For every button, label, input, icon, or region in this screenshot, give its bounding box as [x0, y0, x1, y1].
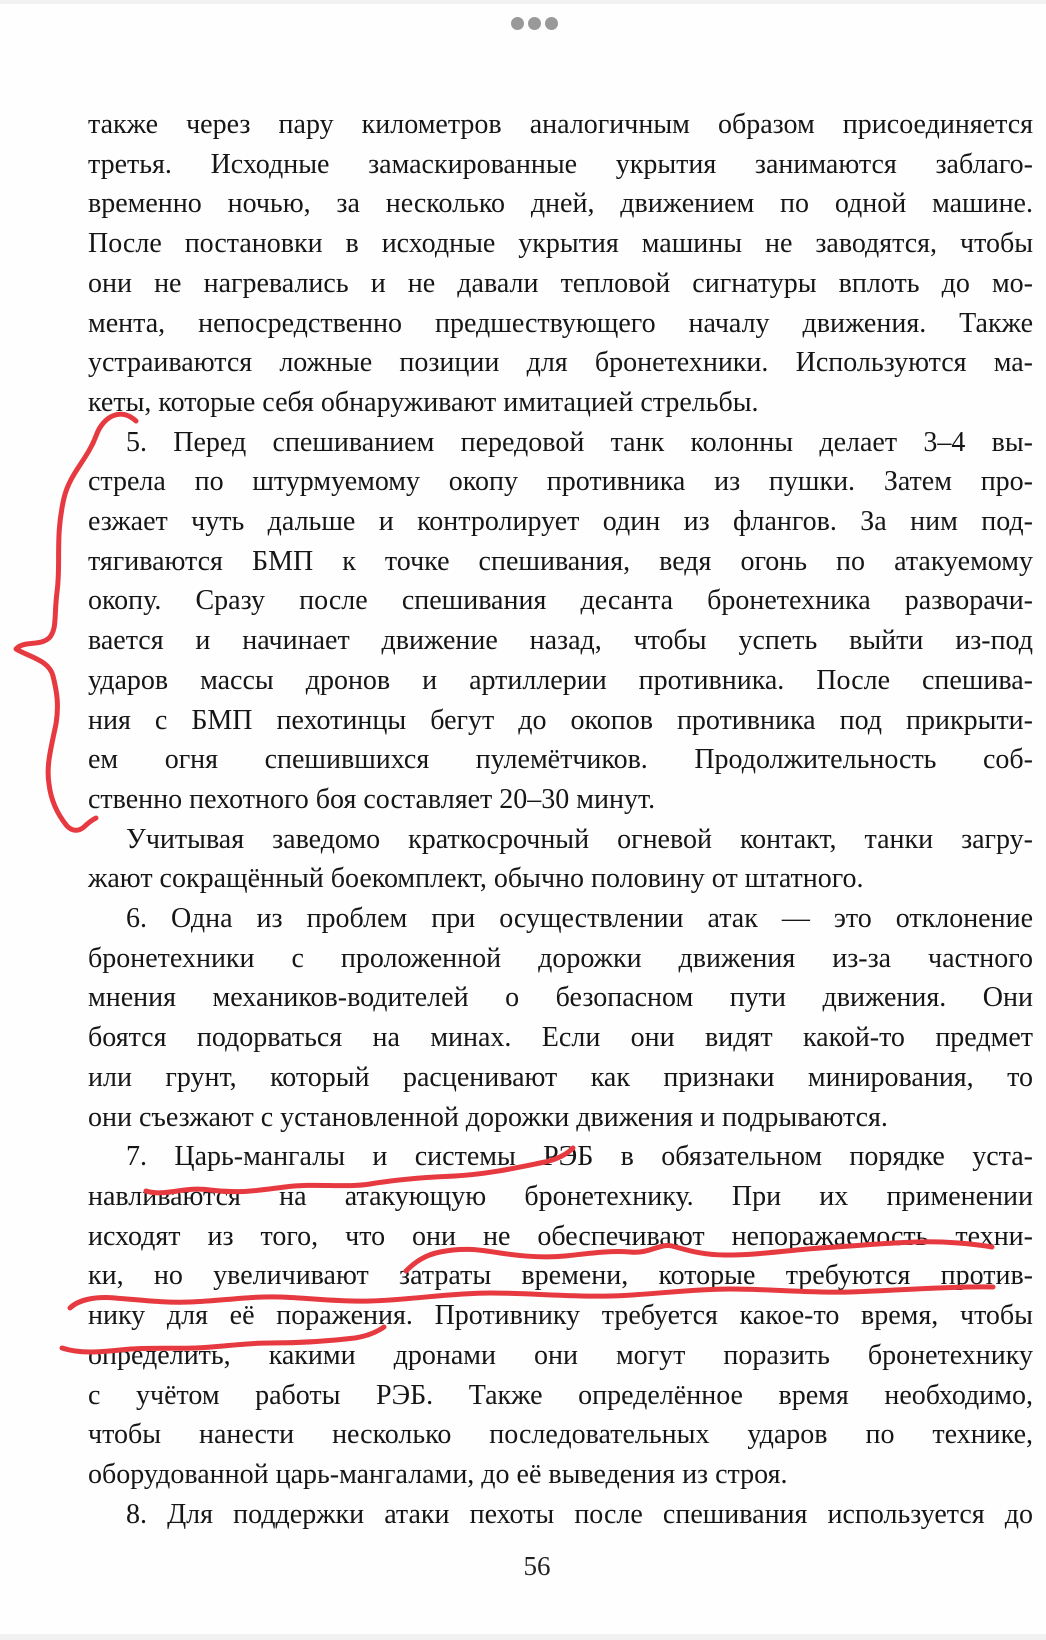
- text-line: 7. Царь-мангалы и системы РЭБ в обязательном порядке уста-: [126, 1141, 1033, 1173]
- text-line: нику для её поражения. Противнику требуется какое-то время, чтобы: [88, 1300, 1033, 1332]
- text-line: 8. Для поддержки атаки пехоты после спешивания используется до: [126, 1498, 1033, 1530]
- text-line: кеты, которые себя обнаруживают имитацией стрельбы.: [88, 386, 759, 418]
- text-line: ственно пехотного боя составляет 20–30 минут.: [88, 783, 656, 815]
- text-line: ем огня спешившихся пулемётчиков. Продолжительность соб-: [88, 744, 1033, 776]
- top-edge-bar: [0, 0, 1046, 4]
- text-line: боятся подорваться на минах. Если они видят какой-то предмет: [88, 1022, 1033, 1054]
- ellipsis-menu-icon: [528, 17, 541, 30]
- page-number: 56: [523, 1551, 551, 1581]
- text-line: После постановки в исходные укрытия машины не заводятся, чтобы: [88, 228, 1033, 260]
- text-line: устраиваются ложные позиции для бронетехники. Используются ма-: [88, 347, 1033, 379]
- text-line: чтобы нанести несколько последовательных ударов по технике,: [88, 1419, 1033, 1451]
- text-line: навливаются на атакующую бронетехнику. При их применении: [88, 1180, 1033, 1212]
- text-line: или грунт, который расценивают как признаки минирования, то: [88, 1061, 1033, 1093]
- text-line: оборудованной царь-мангалами, до её выведения из строя.: [88, 1458, 788, 1490]
- text-line: Учитывая заведомо краткосрочный огневой контакт, танки загру-: [126, 823, 1033, 855]
- text-line: тягиваются БМП к точке спешивания, ведя огонь по атакуемому: [88, 545, 1033, 577]
- text-line: исходят из того, что они не обеспечивают непоражаемость техни-: [88, 1220, 1033, 1252]
- text-line: мента, непосредственно предшествующего началу движения. Также: [88, 307, 1033, 339]
- page-text: [88, 105, 1033, 1534]
- text-line: 6. Одна из проблем при осуществлении атак — это отклонение: [126, 903, 1033, 935]
- text-line: с учётом работы РЭБ. Также определённое время необходимо,: [88, 1379, 1033, 1411]
- bottom-edge-bar: [0, 1634, 1046, 1640]
- text-line: окопу. Сразу после спешивания десанта бронетехника разворачи-: [88, 585, 1033, 617]
- text-line: ки, но увеличивают затраты времени, которые требуются против-: [88, 1260, 1033, 1292]
- text-line: ударов массы дронов и артиллерии противника. После спешива-: [88, 664, 1033, 696]
- text-line: езжает чуть дальше и контролирует один из флангов. За ним под-: [88, 506, 1033, 538]
- text-line: вается и начинает движение назад, чтобы успеть выйти из-под: [88, 625, 1033, 657]
- text-line: определить, какими дронами они могут поразить бронетехнику: [88, 1339, 1033, 1371]
- menu-button[interactable]: [511, 17, 558, 30]
- text-line: ния с БМП пехотинцы бегут до окопов противника под прикрыти-: [88, 704, 1033, 736]
- text-line: жают сокращённый боекомплект, обычно половину от штатного.: [88, 863, 864, 895]
- text-line: также через пару километров аналогичным образом присоединяется: [88, 109, 1033, 140]
- ellipsis-menu-icon: [545, 17, 558, 30]
- text-line: они не нагревались и не давали тепловой сигнатуры вплоть до мо-: [88, 267, 1033, 299]
- text-line: они съезжают с установленной дорожки движения и подрываются.: [88, 1101, 888, 1133]
- text-line: третья. Исходные замаскированные укрытия занимаются заблаго-: [88, 148, 1033, 180]
- text-line: бронетехники с проложенной дорожки движения из-за частного: [88, 942, 1033, 974]
- text-line: мнения механиков-водителей о безопасном пути движения. Они: [88, 982, 1033, 1014]
- ellipsis-menu-icon: [511, 17, 524, 30]
- text-line: временно ночью, за несколько дней, движением по одной машине.: [88, 188, 1033, 220]
- text-line: 5. Перед спешиванием передовой танк колонны делает 3–4 вы-: [126, 426, 1033, 458]
- text-line: стрела по штурмуемому окопу противника из пушки. Затем про-: [88, 466, 1033, 498]
